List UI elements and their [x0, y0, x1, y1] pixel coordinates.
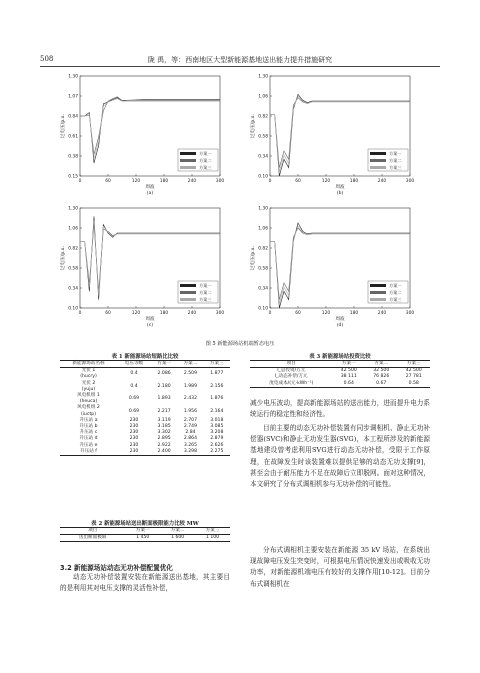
y-tick-label: 0.38 [68, 154, 78, 160]
table-cell: 1.956 [183, 408, 198, 414]
y-tick-label: 0.82 [258, 246, 268, 252]
y-tick-label: 0.34 [258, 286, 268, 292]
legend-swatch [370, 159, 386, 162]
y-tick-label: 1.30 [258, 206, 268, 212]
y-tick-label: 1.06 [258, 226, 268, 232]
table-cell: 76 826 [373, 374, 390, 380]
y-axis-label: 过电压/p.u. [61, 113, 66, 139]
x-tick-label: 180 [349, 311, 359, 316]
header-rule [40, 66, 440, 67]
right-paragraph-1: 减少电压波动，提高新能源场站的送出能力，进而提升电力系统运行的稳定性和经济性。 [250, 399, 430, 419]
y-tick-label: 0.58 [68, 266, 78, 272]
chart-panel-a [58, 74, 228, 204]
x-tick-label: 60 [295, 179, 301, 184]
table-row [250, 381, 430, 388]
table-cell: 27 781 [405, 374, 422, 380]
legend-label: 方案三 [389, 165, 402, 170]
table-row [60, 535, 230, 542]
table-cell: 3.298 [177, 449, 203, 456]
table-cell: 42 500 [340, 368, 357, 374]
y-tick-label: 0.10 [68, 306, 78, 312]
y-tick-label: 0.10 [258, 174, 268, 180]
legend-label: 方案二 [199, 158, 212, 163]
table-cell: 1.877 [210, 371, 224, 377]
table-cell: 230 [129, 436, 139, 442]
table-cell: 2.84 [185, 430, 196, 436]
panel-label: (a) [146, 191, 154, 196]
table-cell: I_总投资/万元 [277, 368, 306, 374]
x-tick-label: 120 [131, 179, 141, 184]
table-cell: 升压站 d [79, 436, 98, 442]
table-cell: 0.4 [130, 371, 138, 377]
legend-label: 方案三 [199, 297, 212, 302]
line-chart-svg [248, 206, 418, 336]
panel-label: (c) [146, 323, 154, 328]
table-cell: 230 [129, 442, 139, 448]
table-cell: 2.922 [157, 442, 171, 448]
table-cell: 2.626 [210, 442, 224, 448]
table-cell: 3.265 [183, 442, 198, 448]
table-row [60, 368, 230, 381]
table-cell: 38 111 [340, 374, 357, 380]
chart-panel-b [248, 74, 418, 204]
table-cell: 2.895 [157, 436, 171, 442]
panel-label: (d) [336, 323, 344, 328]
legend-swatch [180, 291, 196, 294]
table1 [60, 360, 230, 456]
table-cell: 32 500 [373, 368, 390, 374]
legend-swatch [370, 291, 386, 294]
x-tick-label: 60 [105, 179, 111, 184]
y-tick-label: 1.06 [68, 226, 78, 232]
table-cell: 2.400 [151, 449, 177, 456]
table-cell: 2.864 [183, 436, 198, 442]
table3-title: 表 3 新能源场站投资比较 [309, 354, 371, 360]
y-tick-label: 0.10 [258, 306, 268, 312]
x-tick-label: 300 [405, 311, 415, 316]
y-tick-label: 1.30 [68, 206, 78, 212]
legend-label: 方案二 [199, 290, 212, 295]
x-tick-label: 60 [295, 311, 301, 316]
table-cell: 2.707 [183, 417, 198, 423]
x-tick-label: 300 [215, 311, 225, 316]
table-cell: 230 [129, 424, 139, 430]
x-tick-label: 180 [349, 179, 359, 184]
table-cell: 0.58 [397, 381, 430, 388]
table2-title: 表 2 新能源场站送出断面极限能力比较 MW [91, 521, 199, 527]
table-cell: 2.217 [157, 408, 171, 414]
y-tick-label: 0.58 [258, 266, 268, 272]
table-cell: 2.879 [210, 436, 224, 442]
table-cell: 1.989 [183, 383, 198, 389]
y-tick-label: 0.82 [68, 246, 78, 252]
x-tick-label: 240 [377, 311, 387, 316]
y-tick-label: 0.34 [258, 154, 268, 160]
table-cell: 升压站 a [79, 417, 98, 423]
table-cell: 230 [117, 449, 151, 456]
table-cell: 3.018 [210, 417, 224, 423]
page-number: 508 [40, 55, 54, 63]
table-cell: 2.180 [157, 383, 171, 389]
table-cell: 0.4 [130, 383, 138, 389]
line-chart-svg [58, 74, 228, 204]
table-cell: 3.208 [210, 430, 224, 436]
y-tick-label: 1.30 [68, 74, 78, 80]
table-row [60, 381, 230, 393]
y-axis-label: 过电压/p.u. [251, 245, 256, 271]
table-cell: 1 600 [160, 535, 195, 542]
table-cell: 送出断面极限 [60, 535, 125, 542]
right-paragraph-3: 分布式调相机主要安装在新能源 35 kV 场站，在系统出现故障电压发生突变时，可根据电压情况快速发出或吸收无功功率，对新能源机端电压有较好的支撑作用[10-12]。目前分布式调相机在 [250, 546, 430, 588]
table-cell: 0.69 [128, 408, 140, 414]
x-tick-label: 180 [159, 179, 169, 184]
table-cell: 2.156 [210, 383, 224, 389]
table-header-cell: 方案三 [195, 528, 230, 535]
table-row [60, 405, 230, 417]
y-tick-label: 0.84 [68, 114, 78, 120]
x-axis-label: 周波 [145, 185, 155, 190]
legend-label: 方案一 [199, 151, 212, 156]
x-tick-label: 180 [159, 311, 169, 316]
table-cell: 升压站 c [79, 430, 98, 436]
table-cell: 3.185 [157, 424, 171, 430]
y-axis-label: 过电压/p.u. [251, 113, 256, 139]
legend-swatch [180, 298, 196, 301]
table-cell: 2.275 [204, 449, 230, 456]
table-cell: 42 500 [405, 368, 422, 374]
y-tick-label: 1.30 [258, 74, 268, 80]
y-tick-label: 0.82 [258, 114, 268, 120]
section-heading: 3.2 新能源场站动态无功补偿配置优化 [60, 564, 173, 572]
x-tick-label: 0 [268, 311, 272, 316]
x-tick-label: 240 [377, 179, 387, 184]
table-cell: 230 [129, 430, 139, 436]
table-cell: 0.69 [128, 396, 140, 402]
table-row [60, 393, 230, 405]
left-paragraph: 动态无功补偿装置安装在新能源送出基地，其主要目的是利用其对电压支撑的灵活性补偿， [60, 573, 230, 593]
y-tick-label: 0.58 [258, 134, 268, 140]
chart-panel-d [248, 206, 418, 336]
table-header-cell: 方案一 [151, 361, 177, 368]
x-tick-label: 120 [321, 311, 331, 316]
legend-label: 方案二 [389, 290, 402, 295]
table-cell: 升压站 f [60, 449, 117, 456]
x-tick-label: 300 [405, 179, 415, 184]
panel-label: (b) [336, 191, 344, 196]
table-header-cell: 方案三 [397, 361, 430, 368]
legend-swatch [180, 152, 196, 155]
table-cell: 0.67 [365, 381, 397, 388]
line-chart-svg [58, 206, 228, 336]
table1-title: 表 1 新能源场站短路比比较 [111, 354, 179, 360]
x-axis-label: 周波 [335, 317, 345, 322]
right-paragraph-2: 目前主要的动态无功补偿装置有同步调相机、静止无功补偿器(SVC)和静止无功发生器(SVG)，本工程所涉及的新能源基地建设曾考虑利用SVG进行动态无功补偿，受限于工作原理，在故障发生时该装置难以提供足够的动态无功支撑[9]，甚至会由于耐压能力不足在故障后立即脱网。面对这种情况，本文研究了分布式调相机参与无功补偿的可能性。 [250, 424, 430, 489]
table-cell: 风电机组 2 (iuctp) [77, 405, 100, 417]
legend-swatch [370, 284, 386, 287]
legend-swatch [180, 166, 196, 169]
x-tick-label: 240 [187, 179, 197, 184]
table-cell: 光伏 1 (hucry) [80, 368, 97, 380]
legend-label: 方案三 [389, 297, 402, 302]
legend-label: 方案一 [389, 151, 402, 156]
table-cell: 230 [129, 417, 139, 423]
x-tick-label: 0 [268, 179, 272, 184]
y-tick-label: 1.07 [68, 94, 78, 100]
x-axis-label: 周波 [145, 317, 155, 322]
y-tick-label: 0.34 [68, 286, 78, 292]
x-tick-label: 0 [78, 311, 82, 316]
y-axis-label: 过电压/p.u. [61, 245, 66, 271]
table-cell: 风电机组 1 (heuca) [77, 393, 100, 405]
table-header-cell: 方案三 [204, 361, 230, 368]
figure-caption: 图 5 新能源场站机端暂态电压 [205, 341, 275, 347]
table-row [60, 449, 230, 456]
table-header-cell: 新能源场站名称 [60, 361, 117, 368]
table-header-cell: 方案一 [333, 361, 365, 368]
x-axis-label: 周波 [335, 185, 345, 190]
x-tick-label: 60 [105, 311, 111, 316]
table-cell: 1.893 [157, 396, 171, 402]
y-tick-label: 0.15 [68, 174, 78, 180]
table-cell: 2.509 [183, 371, 198, 377]
chart-panel-c [58, 206, 228, 336]
legend-swatch [180, 159, 196, 162]
legend-swatch [180, 284, 196, 287]
table-cell: 升压站 b [79, 424, 98, 430]
legend-swatch [370, 166, 386, 169]
x-tick-label: 240 [187, 311, 197, 316]
table-cell: 1.876 [210, 396, 224, 402]
table-header-cell: 电压等级 [117, 361, 151, 368]
legend-label: 方案一 [199, 283, 212, 288]
x-tick-label: 0 [78, 179, 82, 184]
table-cell: 3.085 [210, 424, 224, 430]
x-tick-label: 120 [131, 311, 141, 316]
x-tick-label: 300 [215, 179, 225, 184]
table-header-cell: 方案二 [177, 361, 203, 368]
y-tick-label: 0.61 [68, 134, 78, 140]
x-tick-label: 120 [321, 179, 331, 184]
table-cell: 升压站 e [79, 442, 98, 448]
table-cell: 0.64 [333, 381, 365, 388]
legend-label: 方案一 [389, 283, 402, 288]
table-cell: 2.749 [183, 424, 198, 430]
table-cell: 度电成本/(元·kWh⁻¹) [250, 381, 333, 388]
table-cell: 1 450 [125, 535, 160, 542]
table-header-cell: 方案二 [160, 528, 195, 535]
table-cell: 2.164 [210, 408, 224, 414]
table-header-cell: 方案一 [125, 528, 160, 535]
table-cell: 光伏 2 (yuju) [81, 380, 96, 392]
table-cell: 2.432 [183, 396, 198, 402]
legend-swatch [370, 152, 386, 155]
legend-label: 方案二 [389, 158, 402, 163]
line-chart-svg [248, 74, 418, 204]
table-header-cell: 项目 [250, 361, 333, 368]
table-cell: 2.086 [157, 371, 171, 377]
table-cell: 3.119 [157, 417, 171, 423]
table-header-cell: 项目 [60, 528, 125, 535]
table-cell: 1 100 [195, 535, 230, 542]
y-tick-label: 1.06 [258, 94, 268, 100]
legend-swatch [370, 298, 386, 301]
table2 [60, 527, 230, 542]
table-cell: 3.302 [157, 430, 171, 436]
table-cell: I_动态补偿/万元 [274, 374, 308, 380]
running-title: 陇 禹，等：西南地区大型新能源基地送出能力提升措施研究 [147, 56, 333, 64]
legend-label: 方案三 [199, 165, 212, 170]
table3 [250, 360, 430, 388]
table-header-cell: 方案二 [365, 361, 397, 368]
